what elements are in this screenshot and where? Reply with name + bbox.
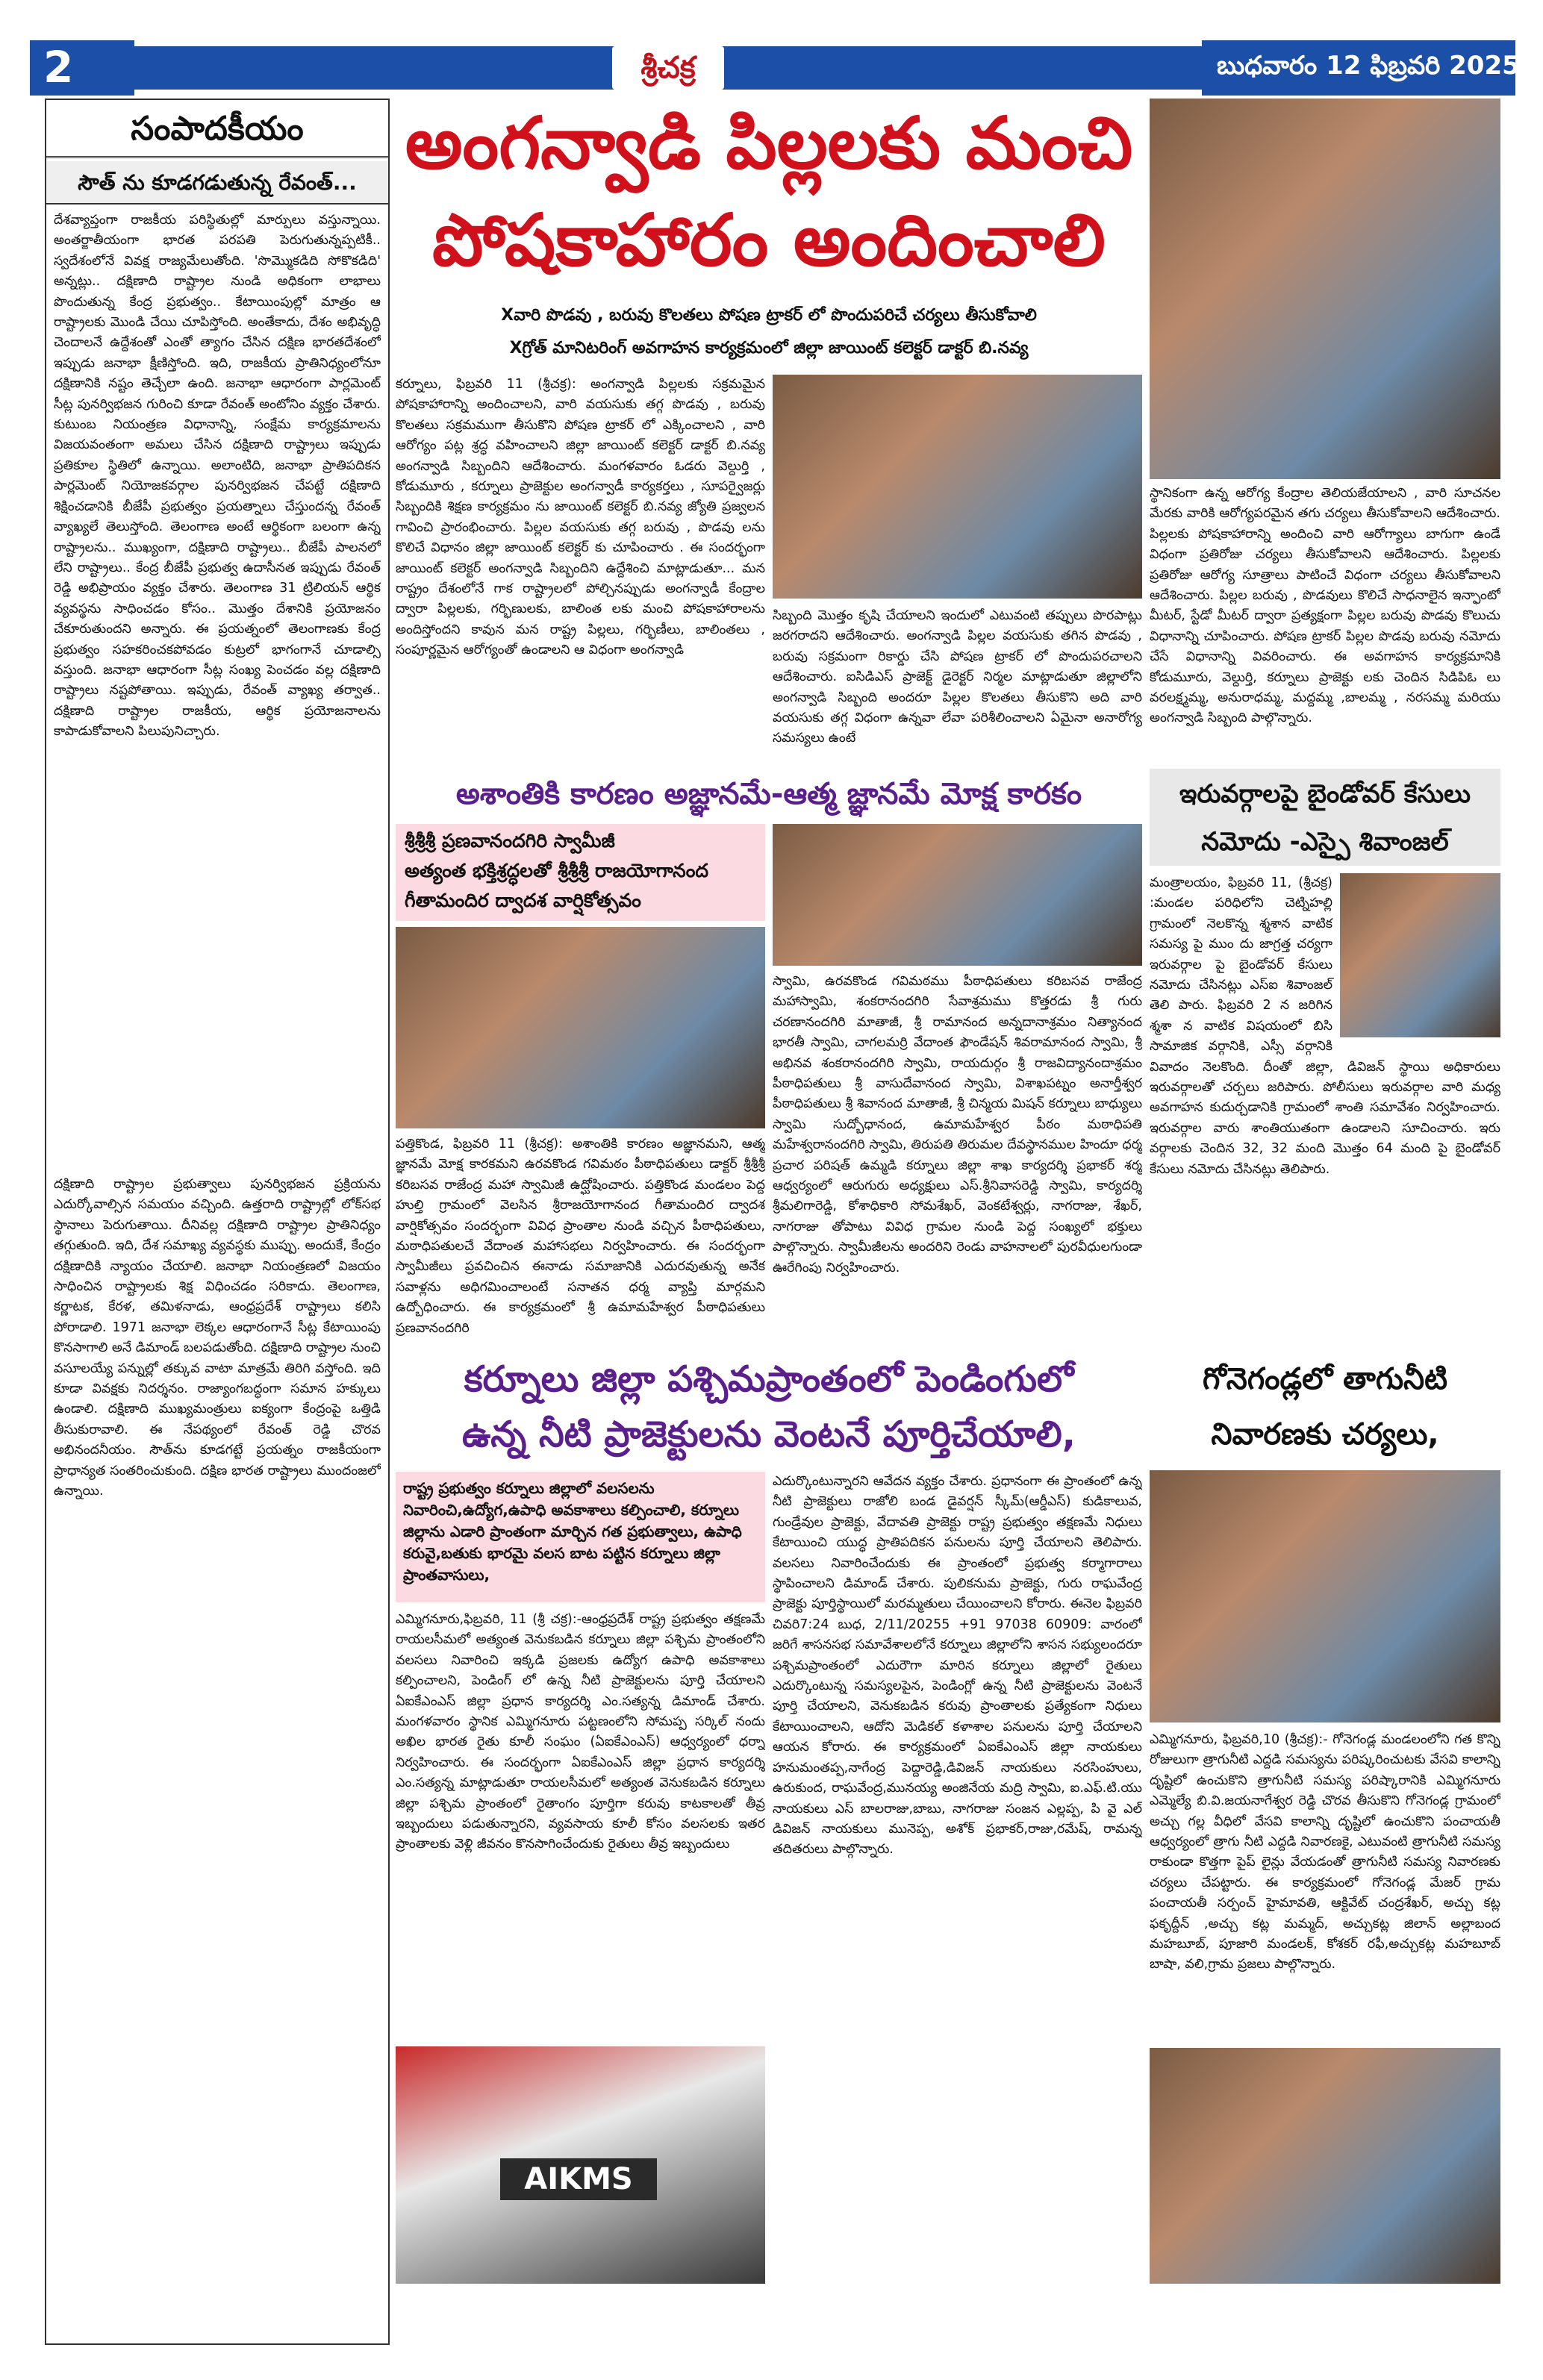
spiritual-body-left: పత్తికొండ, ఫిబ్రవరి 11 (శ్రీచక్ర): అశాంతికి కారణం అజ్ఞానమని, ఆత్మ జ్ఞానమే మోక్ష కారకమని ఉరవకొండ గవిమఠం పీఠాధిపతులు డాక్టర్ శ్రీశ్రీశ్రీ కరిబసవ రాజేంద్ర మహా స్వామిజీ ఉద్ఘోషించారు. పత్తికొండ మండలం పెద్ద హుల్తి గ్రామంలో వెలసిన శ్రీరాజయోగానంద గీతామందిర ద్వాదశ వార్షికోత్సవం సందర్భంగా వివిధ ప్రాంతాల నుండి వచ్చిన పీఠాధిపతులు, మఠాధిపతులచే వేదాంత మహాసభలు నిర్వహించారు. ఈ సందర్భంగా స్వామీజీలు ప్రవచించిన ఈనాడు సమాజానికి ఎదురవుతున్న అనేక సవాళ్లను అధిగమించాలంటే సనాతన ధర్మ వ్యాప్తి మార్గమని ఉద్బోధించారు. ఈ కార్యక్రమంలో శ్రీ ఉమామహేశ్వర పీఠాధిపతులు ప్రణవానందగిరి bbox=[396, 1137, 765, 1336]
water-body-col2: ఎదుర్కొంటున్నారని ఆవేదన వ్యక్తం చేశారు. ప్రధానంగా ఈ ప్రాంతంలో ఉన్న నీటి ప్రాజెక్టులు రాజోలి బండ డైవర్షన్ స్కీమ్(ఆర్డీఎస్) కుడికాలువ, గుండ్రేవుల ప్రాజెక్టు, వేదావతి ప్రాజెక్టు రాష్ట్ర ప్రభుత్వం తక్షణమే నిధులు కేటాయించి యుద్ధ ప్రాతిపదికన పనులను పూర్తి చేయాలని తెలిపారు. వలసలు నివారించేందుకు ఈ ప్రాంతంలో ప్రభుత్వ కర్మాగారాలు స్థాపించాలని డిమాండ్ చేశారు. పులికనుమ ప్రాజెక్టు, గురు రాఘవేంద్ర ప్రాజెక్టు పూర్తిస్థాయిలో మరమ్మతులు చేయించాలని కోరారు. ఈనెల ఫిబ్రవరి చివరి7:24 బుధ, 2/11/20255 +91 97038 60909: వారంలో జరిగే శాసనసభ సమావేశాలలోనే కర్నూలు జిల్లాలోని శాసన సభ్యులందరూ పశ్చిమప్రాంతంలో ఎదురౌగా మారిన కర్నూలు జిల్లాలో రైతులు ఎదుర్కొంటున్న సమస్యలపైన, పెండింగ్లో ఉన్న నీటి ప్రాజెక్టులను వెంటనే పూర్తి చేయాలని, వెనుకబడిన కరువు ప్రాంతాలకు ప్రత్యేకంగా నిధులు కేటాయించాలని, ఆదోని మెడికల్ కళాశాల పనులను పూర్తి చేయాలని ఆయన కోరారు. ఈ కార్యక్రమంలో ఏఐకేఎంఎస్ జిల్లా నాయకులు హనుమంతప్ప,నాగేంద్ర పెద్దారెడ్డి,డివిజన్ నాయకులు నరసింహులు, ఉరుకుంద, రాఘవేంద్ర,మునయ్య అంజినేయ మద్రి స్వామి, ఐ.ఎఫ్.టి.యు నాయకులు ఎస్ బాలరాజు,బాబు, నాగరాజు సంజన ఎల్లప్ప, పి వై ఎల్ డివిజన్ నాయకులు మునెప్ప, అశోక్ ప్రభాకర్,రాజు,రమేష్, రామన్న తదితరులు పాల్గొన్నారు. bbox=[773, 1474, 1142, 1858]
spiritual-headline: అశాంతికి కారణం అజ్ఞానమే-ఆత్మ జ్ఞానమే మోక్ష కారకం bbox=[455, 777, 1082, 811]
police-body-text: మంత్రాలయం, ఫిబ్రవరి 11, (శ్రీచక్ర) :మండల పరిధిలోని చెట్నిహల్లి గ్రామంలో నెలకొన్న శ్మశాన వాటిక సమస్య పై ముం దు జాగ్రత్త చర్యగా ఇరువర్గాల పై బైండోవర్ కేసులు నమోదు చేసినట్లు ఎస్ఐ శివాంజల్ తెలి పారు. ఫిబ్రవరి 2 న జరిగిన శ్మశా న వాటిక విషయంలో బిసి సామాజిక వర్గానికి, ఎస్సీ వర్గానికి వివాదం నెలకొంది. దీంతో జిల్లా, డివిజన్ స్థాయి అధికారులు ఇరువర్గాలతో చర్చలు జరిపారు. పోలీసులు ఇరువర్గాల వారి మధ్య అవగాహన కుదుర్చడానికి గ్రామంలో శాంతి సమావేశం నిర్వహించారు. ఇరువర్గాల వారు శాంతియుతంగా ఉండాలని సూచించారు. ఇరు వర్గాలకు చెందిన 32, 32 మంది మొత్తం 64 మంది పై బైండోవర్ కేసులు నమోదు చేసినట్లు తెలిపారు. bbox=[1150, 875, 1500, 1177]
lead-subhead-1: Xవారి పొడవు , బరువు కొలతలు పోషణ ట్రాకర్ లో పొందుపరిచే చర్యలు తీసుకోవాలి bbox=[501, 306, 1037, 325]
water-deck: రాష్ట్ర ప్రభుత్వం కర్నూలు జిల్లాలో వలసలను నివారించి,ఉద్యోగ,ఉపాధి అవకాశాలు కల్పించాలి, కర్నూలు జిల్లాను ఎడారి ప్రాంతంగా మార్చిన గత ప్రభుత్వాలు, ఉపాధి కరువై,బతుకు భారమై వలస బాట పట్టిన కర్నూలు జిల్లా ప్రాంతవాసులు, bbox=[396, 1472, 765, 1602]
lead-subhead-2: Xగ్రోత్ మానిటరింగ్ అవగాహన కార్యక్రమంలో జిల్లా జాయింట్ కలెక్టర్ డాక్టర్ బి.నవ్య bbox=[509, 339, 1029, 357]
police-body bbox=[1150, 873, 1500, 1348]
drain-headline-line2: నివారణకు చర్యలు, bbox=[1211, 1417, 1439, 1452]
lead-article bbox=[396, 99, 1142, 770]
police-headline: ఇరువర్గాలపై బైండోవర్ కేసులు నమోదు -ఎస్పై శివాంజల్ bbox=[1150, 769, 1500, 866]
drain-photo-2 bbox=[1150, 2048, 1500, 2284]
masthead-bar bbox=[134, 46, 1202, 90]
editorial-section-title: సంపాదకీయం bbox=[46, 100, 388, 158]
editorial-headline: సౌత్ ను కూడగడుతున్న రేవంత్... bbox=[46, 161, 388, 204]
spiritual-kicker-3: గీతామందిర ద్వాదశ వార్షికోత్సవం bbox=[405, 890, 641, 911]
lead-photo bbox=[773, 375, 1142, 599]
date-box bbox=[1202, 40, 1520, 96]
editorial-body-continued: దక్షిణాది రాష్ట్రాల ప్రభుత్వాలు పునర్విభజన ప్రక్రియను ఎదుర్కోవాల్సిన సమయం వచ్చింది. ఉత్తరాది రాష్ట్రాల్లో లోక్‌సభ స్థానాలు పెరుగుతాయి. దీనివల్ల దక్షిణాది రాష్ట్రాల ప్రాతినిధ్యం తగ్గుతుంది. ఇది, దేశ సమాఖ్య వ్యవస్థకు ముప్పు. అందుకే, కేంద్రం దక్షిణాదికి న్యాయం చేయాలి. జనాభా నియంత్రణలో విజయం సాధించిన రాష్ట్రాలకు శిక్ష విధించడం సరికాదు. తెలంగాణ, కర్ణాటక, కేరళ, తమిళనాడు, ఆంధ్రప్రదేశ్ రాష్ట్రాలు కలిసి పోరాడాలి. 1971 జనాభా లెక్కల ఆధారంగానే సీట్ల కేటాయింపు కొనసాగాలి అనే డిమాండ్ బలపడుతోంది. దక్షిణాది రాష్ట్రాల నుంచి వసూలయ్యే పన్నుల్లో తక్కువ వాటా మాత్రమే తిరిగి వస్తోంది. ఇది కూడా వివక్షకు నిదర్శనం. రాజ్యాంగబద్ధంగా సమాన హక్కులు ఉండాలి. దక్షిణాది ముఖ్యమంత్రులు ఐక్యంగా కేంద్రంపై ఒత్తిడి తీసుకురావాలి. ఈ నేపథ్యంలో రేవంత్ రెడ్డి చొరవ అభినందనీయం. సౌత్‌ను కూడగట్టే ప్రయత్నం రాజకీయంగా ప్రాధాన్యత సంతరించుకుంది. దక్షిణ భారత రాష్ట్రాలు ముందంజలో ఉన్నాయి. bbox=[54, 1177, 381, 1499]
spiritual-kicker-box bbox=[396, 824, 765, 921]
page-number: 2 bbox=[43, 42, 74, 93]
drain-photo-1 bbox=[1150, 1470, 1500, 1722]
drain-body: ఎమ్మిగనూరు, ఫిబ్రవరి,10 (శ్రీచక్ర):- గోనెగండ్ల మండలంలోని గత కొన్ని రోజులుగా త్రాగునీటి ఎద్దడి సమస్యను పరిష్కరించుటకు వేసవి కాలాన్ని దృష్టిలో ఉంచుకొని త్రాగునీటి సమస్య పరిష్కారానికి ఎమ్మిగనూరు ఎమ్మెల్యే బి.వి.జయనాగేశ్వర రెడ్డి చొరవ తీసుకొని గోనెగండ్ల గ్రామంలో అచ్చు గల్ల వీధిలో వేసవి కాలాన్ని దృష్టిలో ఉంచుకొని పంచాయతీ ఆధ్వర్యంలో త్రాగు నీటి ఎద్దడి నివారణకై, ఎటువంటి త్రాగునీటి సమస్య రాకుండా కొత్తగా పైప్ లైన్లు వేయడంతో త్రాగునీటి సమస్య నివారణకు చర్యలు చేపట్టారు. ఈ కార్యక్రమంలో గోనెగండ్ల మేజర్ గ్రామ పంచాయతీ సర్పంచ్ హైమావతి, ఆక్టివేట్ చంద్రశేఖర్, అచ్చు కట్ల ఫకృద్దీన్ ,అచ్చు కట్ల మమ్మద్, అచ్చుకట్ల జిలాన్ అల్లాబంద మహబూబ్, పూజారి మండలక్, కోశకర్ రఫీ,అచ్చుకట్ల మహబూబ్ బాషా, వలి,గ్రామ ప్రజలు పాల్గొన్నారు. bbox=[1150, 1732, 1500, 1973]
lead-body-col3: స్థానికంగా ఉన్న ఆరోగ్య కేంద్రాల తెలియజేయాలని , వారి సూచనల మేరకు వారికి ఆరోగ్యపరమైన తగు చర్యలు తీసుకోవాలని ఆదేశించారు. పిల్లలకు పోషకాహారాన్ని అందించి వారి ఆరోగ్యాలు బాగుగా ఉండే విధంగా ప్రతిరోజు చర్యలు తీసుకోవాలని ఆదేశించారు. పిల్లలకు ప్రతిరోజు ఆరోగ్య సూత్రాలు పాటించే విధంగా చర్యలు తీసుకోవాలని ఆదేశించారు. పిల్లల బరువు , పొడవులు కొలిచే సాధనాలైన ఇన్ఫాంటో మీటర్, స్టేడో మీటర్ ద్వారా ప్రత్యక్షంగా పిల్లల బరువు పొడవు కొలుచు విధానాన్ని చూపించారు. పోషణ ట్రాకర్ పిల్లల పొడవు బరువు నమోదు చేసే విధానాన్ని వివరించారు. ఈ అవగాహన కార్యక్రమానికి కోడుమూరు, వెల్దుర్తి, కర్నూలు ప్రాజెక్టు లకు చెందిన సిడిపిఓ లు వరలక్ష్మమ్మ, అనురాధమ్మ, మద్దమ్మ ,బాలమ్మ , నరసమ్మ మరియు అంగన్వాడి సిబ్బంది పాల్గొన్నారు. bbox=[1150, 486, 1500, 726]
police-photo-spacer bbox=[1332, 873, 1500, 1041]
spiritual-kicker-2: అత్యంత భక్తిశ్రద్ధలతో శ్రీశ్రీశ్రీ రాజయోగానంద bbox=[405, 860, 709, 881]
spiritual-body-right: స్వామి, ఉరవకొండ గవిమఠము పీఠాధిపతులు కరిబసవ రాజేంద్ర మహాస్వామి, శంకరానందగిరి సేవాశ్రమము కొత్తరడు శ్రీ గురు చరణానందగిరి మాతాజీ, శ్రీ రామానంద అన్నదానాశ్రమం నిత్యానంద భారతీ స్వామి, చాగలమర్రి వేదాంత ఫౌండేషన్ శివరామానంద స్వామి, శ్రీ అభినవ శంకరానందగిరి స్వామి, రాయదుర్గం శ్రీ రాజవిద్యానందాశ్రమం పీఠాధిపతులు శ్రీ వాసుదేవానంద స్వామి, విశాఖపట్నం అనార్తీశ్వర పీఠాధిపతులు శ్రీ శివానంద మాతాజీ, శ్రీ చిన్మయ మిషన్ కర్నూలు బాధ్యులు స్వామి సుద్బోధానంద, ఉమామహేశ్వర పీఠం మఠాధిపతి మహేశ్వరానందగిరి స్వామి, తిరుపతి తిరుమల దేవస్థానముల హిందూ ధర్మ ప్రచార పరిషత్ ఉమ్మడి కర్నూలు జిల్లా శాఖ కార్యదర్శి ప్రభాకర్ శర్మ ఆధ్వర్యంలో ఆరుగురు అధ్యక్షులు ఎస్.శ్రీనివాసరెడ్డి స్వామి, కార్యదర్శి శ్రీమలిగారెడ్డి, కోశాధికారి సోమశేఖర్, వెంకటేశ్వర్లు, నాగరాజు, శేఖర్, నాగరాజు తోపాటు వివిధ గ్రామల నుండి పెద్ద సంఖ్యలో భక్తులు పాల్గొన్నారు. స్వామీజీలను అందరిని రెండు వాహనాలలో పురవీధులగుండా ఊరేగింపు నిర్వహించారు. bbox=[773, 974, 1142, 1275]
water-article bbox=[396, 1352, 1142, 2285]
editorial-body: దేశవ్యాప్తంగా రాజకీయ పరిస్థితుల్లో మార్పులు వస్తున్నాయి. అంతర్జాతీయంగా భారత పరపతి పెరుగుతున్నప్పటికీ.. స్వదేశంలోనే వివక్ష రాజ్యమేలుతోంది. 'సొమ్మొకడిది సోకొకడిది' అన్నట్లు.. దక్షిణాది రాష్ట్రాల నుండి అధికంగా లాభాలు పొందుతున్న కేంద్ర ప్రభుత్వం.. కేటాయింపుల్లో మాత్రం ఆ రాష్ట్రాలకు మొండి చేయి చూపిస్తోంది. అంతేకాదు, దేశం అభివృద్ధి చెందాలనే ఉద్దేశంతో ఎంతో త్యాగం చేసిన దక్షిణ భారతదేశంలో ఇప్పుడు జనాభా క్షీణిస్తోంది. ఇది, రాజకీయ ప్రాతినిధ్యంలోనూ దక్షిణానికి నష్టం తెచ్చేలా ఉంది. జనాభా ఆధారంగా పార్లమెంట్ సీట్ల పునర్విభజన గురించి కూడా రేవంత్ అంటోనిం వ్యక్తం చేశారు. కుటుంబ నియంత్రణ విధానాన్ని, సంక్షేమ కార్యక్రమాలను విజయవంతంగా అమలు చేసిన దక్షిణాది రాష్ట్రాలు ఇప్పుడు ప్రతికూల స్థితిలో ఉన్నాయి. అలాంటిది, జనాభా ప్రాతిపదికన పార్లమెంట్ నియోజకవర్గాల పునర్విభజన చేపట్టే దక్షిణాది శిక్షించడానికి బీజేపీ ప్రభుత్వం ప్రయత్నాలు చేస్తుందన్న రేవంత్ వ్యాఖ్యలే తెలుస్తోంది. తెలంగాణ అంటే ఆర్థికంగా బలంగా ఉన్న రాష్ట్రాలను.. ముఖ్యంగా, దక్షిణాది రాష్ట్రాలు.. బీజేపీ పాలనలో లేని రాష్ట్రాలు.. కేంద్ర బీజేపీ ప్రభుత్వ ఉదాసీనత ఇప్పుడు రేవంత్ రెడ్డి అభిప్రాయం వ్యక్తం చేశారు. తెలంగాణ 31 ట్రిలియన్ ఆర్థిక వ్యవస్థను సాధించడం కోసం.. మొత్తం దేశానికి ప్రయోజనం చేకూరుతుందని అన్నారు. ఈ ప్రయత్నంలో తెలంగాణకు కేంద్ర ప్రభుత్వం సహకరించకపోవడం కుట్రలో భాగంగానే చూడాల్సి వస్తుంది. జనాభా ఆధారంగా సీట్ల సంఖ్య పెంచడం వల్ల దక్షిణాది రాష్ట్రాలు నష్టపోతాయి. ఇప్పుడు, రేవంత్ వ్యాఖ్య తర్వాత.. దక్షిణాది రాష్ట్రాల రాజకీయ, ఆర్థిక ప్రయోజనాలను కాపాడుకోవాలని పిలుపునిచ్చారు. bbox=[54, 213, 381, 740]
water-headline-line2: ఉన్న నీటి ప్రాజెక్టులను వెంటనే పూర్తిచేయాలి, bbox=[462, 1414, 1076, 1455]
logo: శ్రీచక్ర bbox=[612, 46, 724, 90]
lead-body-col2: సిబ్బంది మొత్తం కృషి చేయాలని ఇందులో ఎటువంటి తప్పులు పొరపాట్లు జరగరాదని ఆదేశించారు. అంగన్వాడి పిల్లల వయసుకు తగిన పొడవు , బరువు సక్రమంగా రికార్డు చేసి పోషణ ట్రాకర్ లో పొందుపరచాలని ఆదేశించారు. ఐసిడిఎస్ ప్రాజెక్ట్ డైరెక్టర్ నిర్మల మాట్లాడుతూ జిల్లాలోని అంగన్వాడి సిబ్బంది అందరూ పిల్లల కొలతలు తీసుకొని అది వారి వయసుకు తగ్గ విధంగా ఉన్నవా లేవా పరిశీలించాలని ఏమైనా అనారోగ్య సమస్యలు ఉంటే bbox=[773, 608, 1142, 746]
water-body: ఎమ్మిగనూరు,ఫిబ్రవరి, 11 (శ్రీ చక్ర):-ఆంధ్రప్రదేశ్ రాష్ట్ర ప్రభుత్వం తక్షణమే రాయలసీమలో అత్యంత వెనుకబడిన కర్నూలు జిల్లా పశ్చిమ ప్రాంతంలోని వలసలు నివారించి ఇక్కడి ప్రజలకు ఉద్యోగ ఉపాధి అవకాశాలు కల్పించాలని, పెండింగ్ లో ఉన్న నీటి ప్రాజెక్టులను పూర్తి చేయాలని ఏఐకేఎంఎస్ జిల్లా ప్రధాన కార్యదర్శి ఎం.సత్యన్న డిమాండ్ చేశారు. మంగళవారం స్థానిక ఎమ్మిగనూరు పట్టణంలోని సోమప్ప సర్కిల్ నందు అఖిల భారత రైతు కూలీ సంఘం (ఏఐకేఎంఎస్) ఆధ్వర్యంలో ధర్నా నిర్వహించారు. ఈ సందర్భంగా ఏఐకేఎంఎస్ జిల్లా ప్రధాన కార్యదర్శి ఎం.సత్యన్న మాట్లాడుతూ రాయలసీమలో అత్యంత వెనుకబడిన కర్నూలు జిల్లా పశ్చిమ ప్రాంతంలో రైతాంగం పూర్తిగా కరువు కాటకాలతో తీవ్ర ఇబ్బందులు పడుతున్నారని, వ్యవసాయ కూలీ కోసం వలసలకు ఇతర ప్రాంతాలకు వెళ్లి జీవనం కొనసాగించేందుకు రైతులు తీవ్ర ఇబ్బందులు bbox=[396, 1612, 765, 1852]
lead-body: కర్నూలు, ఫిబ్రవరి 11 (శ్రీచక్ర): అంగన్వాడి పిల్లలకు సక్రమమైన పోషకాహారాన్ని అందించాలని, వారి వయసుకు తగ్గ పొడవు , బరువు కొలతలు సక్రమముగా తీసుకొని పోషణ ట్రాకర్ లో ఎక్కించాలని , వారి ఆరోగ్యం పట్ల శ్రద్ధ వహించాలని జిల్లా జాయింట్ కలెక్టర్ డాక్టర్ బి.నవ్య అంగన్వాడి సిబ్బందిని ఆదేశించారు. మంగళవారం ఓడరు వెల్దుర్తి , కోడుమూరు , కర్నూలు ప్రాజెక్టుల అంగన్వాడీ కార్యకర్తలు , సూపర్వైజర్లు సిబ్బందికి శిక్షణ కార్యక్రమం ను జాయింట్ కలెక్టర్ బి.నవ్య జ్యోతి ప్రజ్వలన గావించి ప్రారంభించారు. పిల్లల వయసుకు తగ్గ బరువు , పొడవు లను కొలిచే విధానం జిల్లా జాయింట్ కలెక్టర్ కు చూపించారు . ఈ సందర్భంగా జాయింట్ కలెక్టర్ అంగన్వాడి సిబ్బందిని ఉద్దేశించి మాట్లాడుతూ... మన రాష్ట్రం దేశంలోనే గాక రాష్ట్రాలలో పోల్చినప్పుడు అంగన్వాడీ కేంద్రాల ద్వారా పిల్లలకు, గర్భిణులకు, బాలింత లకు మంచి పోషకాహారాలను అందిస్తోందని కావున మన రాష్ట్ర పిల్లలు, గర్భిణీలు, బాలింతలు , సంపూర్ణమైన ఆరోగ్యంతో ఉండాలని ఆ విధంగా అంగన్వాడి bbox=[396, 377, 765, 658]
police-article bbox=[1150, 769, 1500, 1351]
issue-date: బుధవారం 12 ఫిబ్రవరి 2025 bbox=[1217, 51, 1520, 81]
lead-photo-2 bbox=[1150, 99, 1500, 479]
page-number-box bbox=[30, 40, 134, 96]
spiritual-kicker-1: శ్రీశ్రీశ్రీ ప్రణవానందగిరి స్వామీజీ bbox=[405, 830, 615, 852]
spiritual-photo-1 bbox=[396, 927, 765, 1128]
water-protest-photo bbox=[396, 2046, 765, 2284]
lead-headline-line1: అంగన్వాడి పిల్లలకు మంచి bbox=[405, 101, 1133, 185]
spiritual-article bbox=[396, 769, 1142, 1351]
drain-article bbox=[1150, 1352, 1500, 2285]
drain-headline-line1: గోనెగండ్లలో తాగునీటి bbox=[1202, 1362, 1448, 1396]
lead-headline-line2: పోషకాహారం అందించాలి bbox=[432, 199, 1106, 282]
water-headline-line1: కర్నూలు జిల్లా పశ్చిమప్రాంతంలో పెండింగులో bbox=[464, 1358, 1074, 1400]
editorial-column bbox=[45, 99, 390, 2345]
aikms-banner: AIKMS bbox=[500, 2158, 657, 2200]
masthead bbox=[30, 40, 1520, 96]
spiritual-photo-2 bbox=[773, 824, 1142, 966]
